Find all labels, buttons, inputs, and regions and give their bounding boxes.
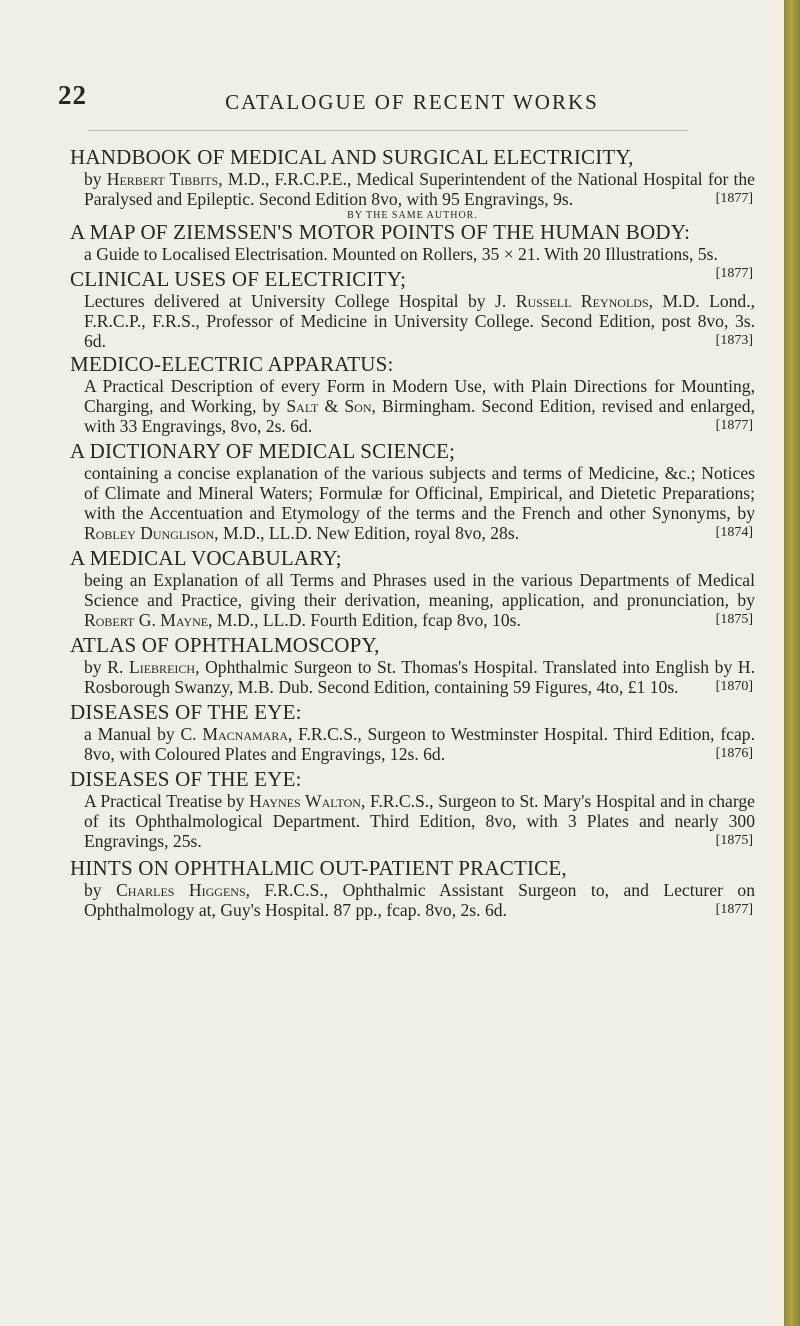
entry-description [70,791,755,851]
catalogue-entry [70,857,755,920]
entry-text: by [84,169,107,189]
catalogue-entry [70,634,755,697]
entry-text: A Practical Treatise by [84,791,250,811]
running-head: CATALOGUE OF RECENT WORKS [225,90,599,114]
catalogue-entry [70,440,755,543]
entry-text: a Guide to Localised Electrisation. Mounted on Rollers, 35 × 21. With 20 Illustrations, 5s. [84,244,718,264]
header-rule [88,130,688,131]
entry-title: HINTS ON OPHTHALMIC OUT-PATIENT PRACTICE, [70,856,567,880]
entry-author: Charles Higgens [116,880,246,900]
page-edge [784,0,800,1326]
catalogue-entry [70,268,755,351]
entry-text: , F.R.C.S., Ophthalmic Assistant Surgeon to, and Lecturer on Ophthalmology at, Guy's Hospital. 87 pp., fcap. 8vo, 2s. 6d. [84,880,755,920]
entry-date: [1875] [715,833,753,848]
entry-date: [1877] [715,191,753,206]
entry-title: HANDBOOK OF MEDICAL AND SURGICAL ELECTRICITY, [70,145,634,169]
entry-text: Lectures delivered at University College Hospital by J. [84,291,516,311]
entry-title: A MAP OF ZIEMSSEN'S MOTOR POINTS OF THE HUMAN BODY: [70,220,691,244]
entry-description [70,169,755,209]
entry-description [70,657,755,697]
entry-text: , M.D., LL.D. New Edition, royal 8vo, 28s. [214,523,520,543]
entry-author: Macnamara [202,724,288,744]
entry-author: Haynes Walton [249,791,361,811]
entry-description [70,463,755,543]
entry-date: [1870] [715,679,753,694]
entry-date: [1877] [715,266,753,281]
entry-text: , Ophthalmic Surgeon to St. Thomas's Hospital. Translated into English by H. Rosborough Swanzy, M.B. Dub. Second Edition, containing 59 Figures, 4to, £1 10s. [84,657,755,697]
entry-text: A Practical Description of every Form in Modern Use, with Plain Directions for Mounting, Charging, and Working, by [84,376,755,416]
catalogue-entry [70,701,755,764]
entry-date: [1876] [715,746,753,761]
byline: BY THE SAME AUTHOR. [347,210,478,221]
entry-title: MEDICO-ELECTRIC APPARATUS: [70,352,394,376]
entry-text: , F.R.C.S., Surgeon to St. Mary's Hospital and in charge of its Ophthalmological Department. Third Edition, 8vo, with 3 Plates and nearly 300 Engravings, 25s. [84,791,755,851]
entry-text: a Manual by C. [84,724,203,744]
entry-author: Robley Dunglison [84,523,215,543]
entry-text: , M.D., LL.D. Fourth Edition, fcap 8vo, 10s. [208,610,521,630]
entry-description [70,376,755,436]
entry-description [70,724,755,764]
entry-author: Salt & Son [286,396,372,416]
catalogue-entry [70,768,755,851]
entry-author: Russell Reynolds [515,291,649,311]
entry-author: Herbert Tibbits [106,169,219,189]
entry-date: [1874] [715,525,753,540]
entry-title: DISEASES OF THE EYE: [70,700,302,724]
entry-description [70,570,755,630]
entry-author: Liebreich [128,657,196,677]
catalogue-entry [70,146,755,209]
entry-title: CLINICAL USES OF ELECTRICITY; [70,267,407,291]
entry-title: ATLAS OF OPHTHALMOSCOPY, [70,633,380,657]
entry-date: [1877] [715,902,753,917]
entry-date: [1875] [715,612,753,627]
entry-list [70,146,755,920]
entry-title: A MEDICAL VOCABULARY; [70,546,342,570]
entry-text: containing a concise explanation of the various subjects and terms of Medicine, &c.; Notices of Climate and Mineral Waters; Formulæ for Officinal, Empirical, and Dietetic Preparations; with the Accentuation and Etymology of the terms and the French and other Synonyms, by [84,463,755,523]
entry-text: , F.R.C.S., Surgeon to Westminster Hospital. Third Edition, fcap. 8vo, with Coloured Plates and Engravings, 12s. 6d. [84,724,755,764]
entry-text: , M.D. Lond., F.R.C.P., F.R.S., Professor of Medicine in University College. Second Edition, post 8vo, 3s. 6d. [84,291,756,351]
catalogue-entry [70,547,755,630]
entry-date: [1873] [715,333,753,348]
entry-text: by [84,880,117,900]
entry-text: , Birmingham. Second Edition, revised and enlarged, with 33 Engravings, 8vo, 2s. 6d. [84,396,755,436]
entry-author: Robert G. Mayne [84,610,209,630]
entry-text: by R. [84,657,129,677]
entry-date: [1877] [715,418,753,433]
entry-text: , M.D., F.R.C.P.E., Medical Superintendent of the National Hospital for the Paralysed and Epileptic. Second Edition 8vo, with 95 Engravings, 9s. [84,169,755,209]
catalogue-entry [70,353,755,436]
entry-description [70,880,755,920]
page-number: 22 [58,80,87,110]
entry-text: being an Explanation of all Terms and Phrases used in the various Departments of Medical Science and Practice, giving their derivation, meaning, application, and pronunciation, by [84,570,755,610]
entry-title: A DICTIONARY OF MEDICAL SCIENCE; [70,439,456,463]
entry-description [70,291,755,351]
entry-title: DISEASES OF THE EYE: [70,767,302,791]
